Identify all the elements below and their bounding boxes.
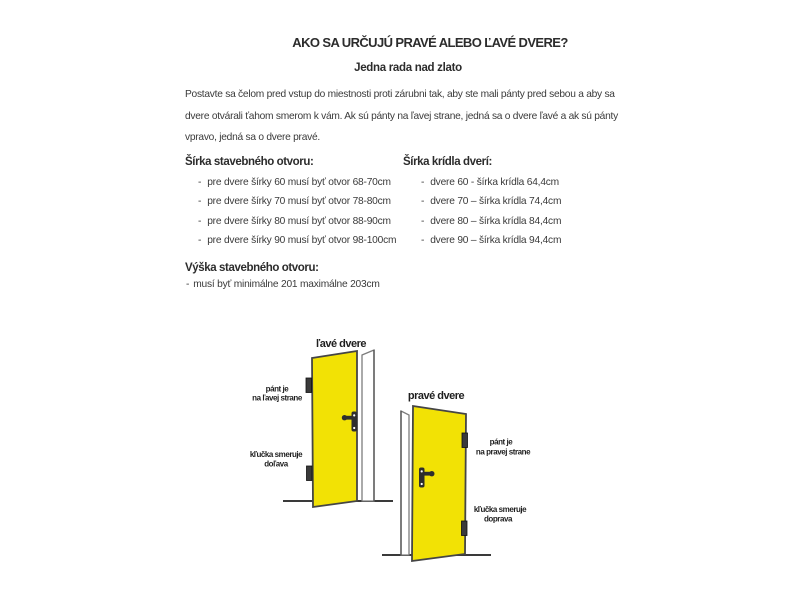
left-door-hinge-label-line2: na ľavej strane xyxy=(252,393,302,403)
left-door-hinge-top-icon xyxy=(306,378,312,393)
bullet-dash: - xyxy=(421,177,425,188)
list-item: - musí byť minimálne 201 maximálne 203cm xyxy=(186,279,380,290)
right-door-frame xyxy=(401,411,409,555)
left-door-hinge-bottom-icon xyxy=(307,466,313,481)
page-title: AKO SA URČUJÚ PRAVÉ ALEBO ĽAVÉ DVERE? xyxy=(292,35,568,50)
list-item: - dvere 60 - šírka krídla 64,4cm xyxy=(421,177,559,188)
right-door-title: pravé dvere xyxy=(407,390,465,402)
opening-height-heading: Výška stavebného otvoru: xyxy=(185,262,319,274)
leaf-width-heading: Šírka krídla dverí: xyxy=(403,156,492,168)
left-door-slab xyxy=(312,351,357,507)
bullet-dash: - xyxy=(186,279,190,290)
list-item: - pre dvere šírky 70 musí byť otvor 78-80cm xyxy=(198,196,391,207)
bullet-dash: - xyxy=(198,196,202,207)
list-item: - dvere 90 – šírka krídla 94,4cm xyxy=(421,235,562,246)
left-door-title: ľavé dvere xyxy=(316,338,366,350)
bullet-dash: - xyxy=(198,216,202,227)
opening-width-heading: Šírka stavebného otvoru: xyxy=(185,156,314,168)
list-item: - pre dvere šírky 90 musí byť otvor 98-100cm xyxy=(198,235,397,246)
list-item: - pre dvere šírky 60 musí byť otvor 68-70cm xyxy=(198,177,391,188)
list-item: - dvere 70 – šírka krídla 74,4cm xyxy=(421,196,562,207)
right-door-figure xyxy=(382,390,531,561)
bullet-dash: - xyxy=(198,235,202,246)
bullet-dash: - xyxy=(198,177,202,188)
right-door-handle-label-line1: kľučka smeruje xyxy=(473,505,527,514)
right-door-hinge-bottom-icon xyxy=(462,521,468,536)
left-door-figure xyxy=(250,338,393,507)
right-door-handle-label-line2: doprava xyxy=(484,514,512,524)
left-door-handle-label-line2: doľava xyxy=(264,459,288,469)
left-door-handle-label-line1: kľučka smeruje xyxy=(249,450,303,459)
intro-line: vpravo, jedná sa o dvere pravé. xyxy=(185,132,320,144)
right-door-hinge-label-line1: pánt je xyxy=(489,437,513,447)
intro-line: dvere otvárali ťahom smerom k vám. Ak sú pánty na ľavej strane, jedná sa o dvere ľavé a ak sú pánty xyxy=(185,110,618,122)
right-door-hinge-top-icon xyxy=(462,433,468,448)
right-door-hinge-label-line2: na pravej strane xyxy=(475,447,531,457)
bullet-dash: - xyxy=(421,196,425,207)
page-subtitle: Jedna rada nad zlato xyxy=(354,62,462,74)
list-item: - dvere 80 – šírka krídla 84,4cm xyxy=(421,216,562,227)
list-item: - pre dvere šírky 80 musí byť otvor 88-90cm xyxy=(198,216,391,227)
bullet-dash: - xyxy=(421,235,425,246)
left-door-frame xyxy=(362,350,374,501)
bullet-dash: - xyxy=(421,216,425,227)
left-door-hinge-label-line1: pánt je xyxy=(265,384,289,394)
intro-line: Postavte sa čelom pred vstup do miestnosti proti zárubni tak, aby ste mali pánty pred sebou a aby sa xyxy=(185,89,615,100)
